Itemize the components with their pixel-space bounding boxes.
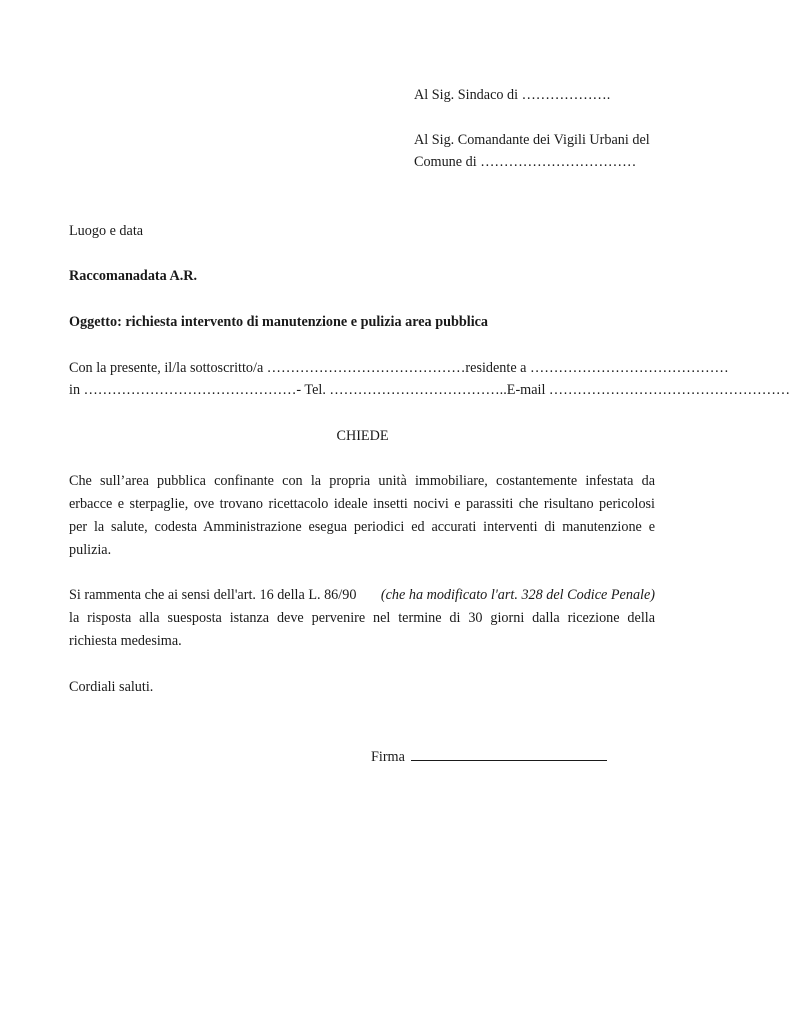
sender-line-1 [69,359,729,377]
sender-line-2 [69,381,790,399]
recipient-comandante-line2: Comune di …………………………… [414,154,637,170]
signature-label: Firma [371,749,405,765]
signature-line [411,746,607,761]
legal-note-line-3: richiesta medesima. [69,633,182,649]
request-body-line: per la salute, codesta Amministrazione esegua periodici ed accurati interventi di manutenzione e [69,519,655,535]
place-date: Luogo e data [69,223,144,239]
sender-tel: - Tel. ……………………………….. [296,382,507,398]
sender-email: E-mail …………………………………………… [506,382,790,398]
request-body-line: Che sull’area pubblica confinante con la propria unità immobiliare, costantemente infestata da [69,473,655,489]
closing-text: Cordiali saluti. [69,679,154,695]
request-heading: CHIEDE [336,428,389,444]
recipient-sindaco: Al Sig. Sindaco di ………………. [414,87,611,103]
sender-residence: residente a …………………………………… [465,360,729,376]
legal-note-prefix: Si rammenta che ai sensi dell'art. 16 della L. 86/90 [69,587,357,603]
legal-note-line-2: la risposta alla suesposta istanza deve pervenire nel termine di 30 giorni dalla ricezione della [69,610,655,626]
legal-note-italic: (che ha modificato l'art. 328 del Codice Penale) [380,587,655,603]
legal-note-line-1 [69,586,655,604]
sender-intro: Con la presente, il/la sottoscritto/a …………………………………… [69,360,466,376]
signature-block [371,746,607,766]
sender-city: in ……………………………………… [69,382,297,398]
registered-mail-label: Raccomanadata A.R. [69,268,198,284]
request-body-line: pulizia. [69,542,112,558]
recipient-comandante-line1: Al Sig. Comandante dei Vigili Urbani del [414,132,650,148]
request-body-line: erbacce e sterpaglie, ove trovano ricettacolo ideale insetti nocivi e parassiti che risultano pericolosi [69,496,655,512]
subject-line: Oggetto: richiesta intervento di manutenzione e pulizia area pubblica [69,314,489,330]
